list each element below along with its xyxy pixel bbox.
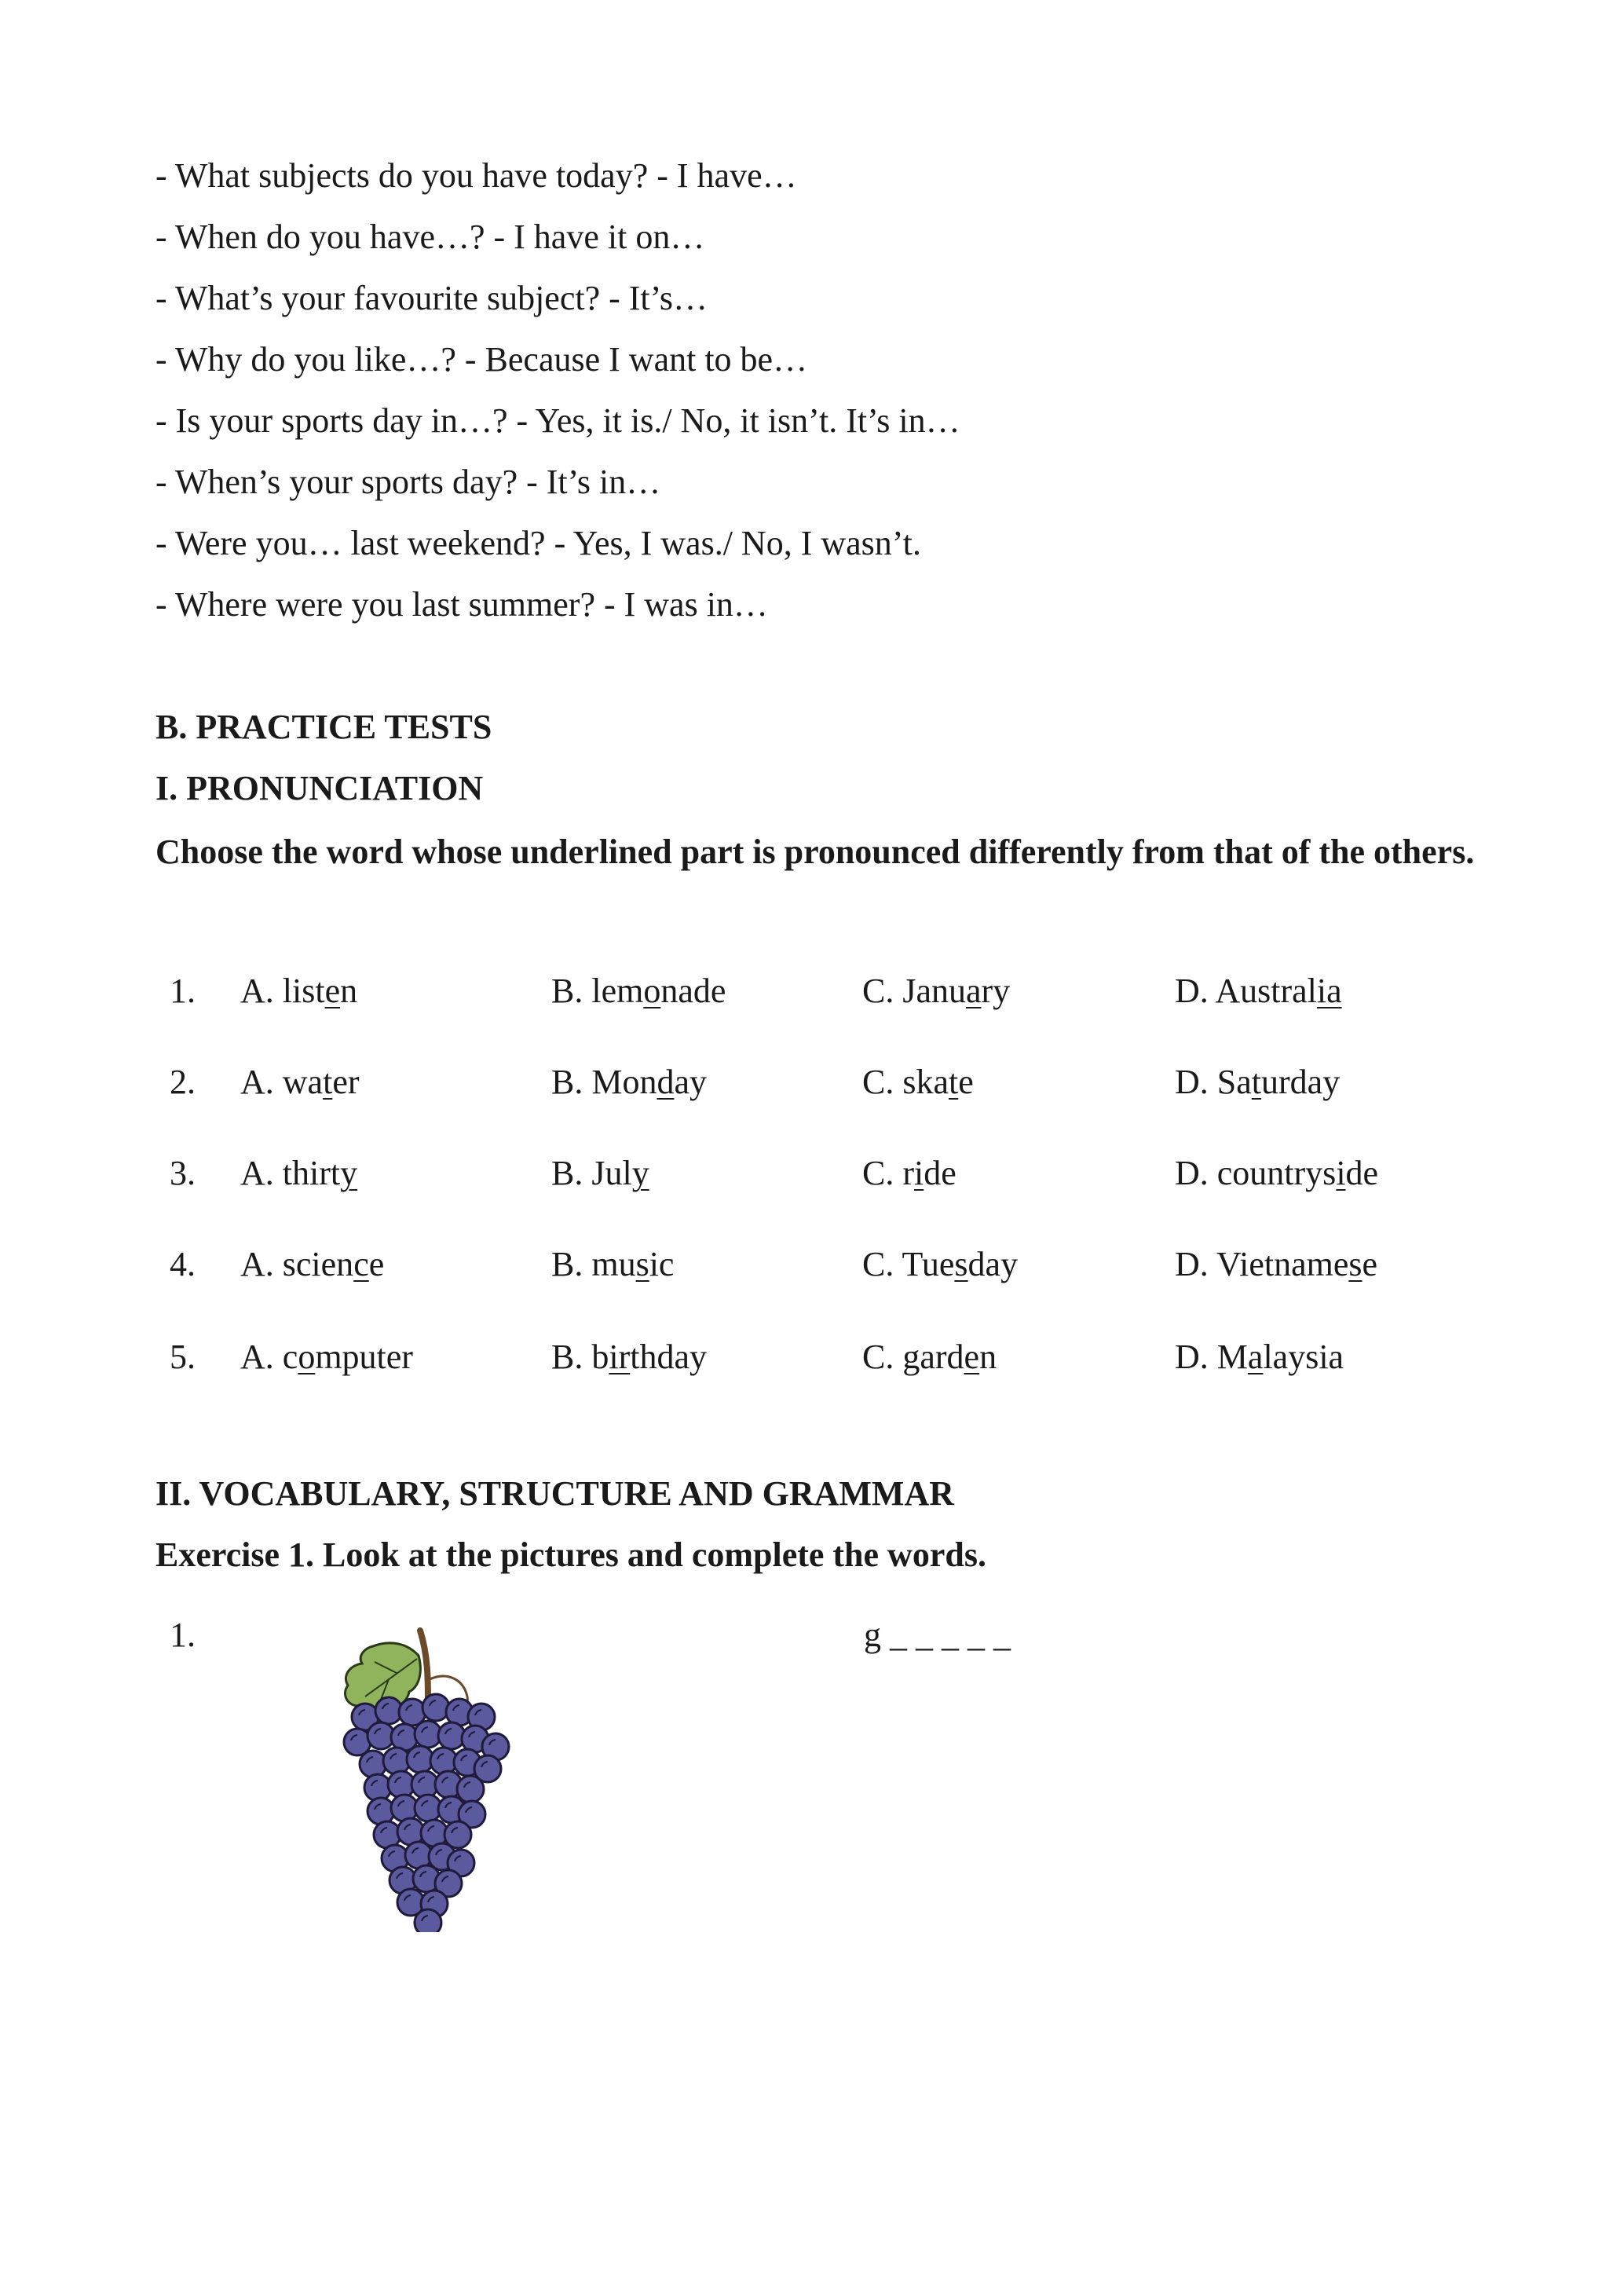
- pronunciation-question: [0, 1150, 1624, 1197]
- answer-option[interactable]: C. garden: [862, 1338, 997, 1376]
- grape-cluster: [344, 1694, 509, 1932]
- underlined-part: i: [914, 1154, 924, 1192]
- grape: [438, 1722, 465, 1749]
- question-number: 3.: [170, 1154, 196, 1192]
- underlined-part: o: [298, 1338, 316, 1376]
- pronunciation-question: [0, 1241, 1624, 1288]
- answer-option[interactable]: B. music: [551, 1245, 675, 1283]
- answer-option[interactable]: C. Tuesday: [862, 1245, 1019, 1283]
- answer-option[interactable]: B. lemonade: [551, 972, 726, 1010]
- underlined-part: a: [1247, 1338, 1264, 1376]
- underlined-part: ir: [609, 1338, 631, 1376]
- section-ii-heading: II. VOCABULARY, STRUCTURE AND GRAMMAR: [155, 1474, 955, 1513]
- answer-option[interactable]: A. computer: [240, 1338, 413, 1376]
- underlined-part: c: [353, 1245, 369, 1283]
- underlined-part: t: [949, 1063, 959, 1101]
- answer-option[interactable]: A. listen: [240, 972, 358, 1010]
- underlined-part: ia: [1316, 972, 1342, 1010]
- answer-option[interactable]: C. ride: [862, 1154, 956, 1192]
- exercise1-instruction: Exercise 1. Look at the pictures and complete the words.: [155, 1535, 986, 1574]
- underlined-part: s: [954, 1245, 968, 1283]
- grape: [415, 1909, 441, 1932]
- question-number: 2.: [170, 1063, 196, 1101]
- answer-option[interactable]: D. countryside: [1175, 1154, 1379, 1192]
- answer-option[interactable]: B. birthday: [551, 1338, 708, 1376]
- pronunciation-question: [0, 968, 1624, 1015]
- answer-option[interactable]: D. Australia: [1175, 972, 1342, 1010]
- exercise1-word-hint: g _ _ _ _ _: [864, 1616, 1011, 1654]
- underlined-part: y: [340, 1154, 358, 1192]
- underlined-part: s: [635, 1245, 649, 1283]
- underlined-part: d: [657, 1063, 675, 1101]
- answer-option[interactable]: D. Vietnamese: [1175, 1245, 1378, 1283]
- dialogue-line: - What subjects do you have today? - I have…: [155, 156, 797, 195]
- answer-option[interactable]: B. Monday: [551, 1063, 708, 1101]
- exercise1-item-number: 1.: [170, 1616, 196, 1654]
- answer-option[interactable]: A. science: [240, 1245, 385, 1283]
- dialogue-line: - What’s your favourite subject? - It’s…: [155, 279, 708, 317]
- answer-option[interactable]: C. skate: [862, 1063, 974, 1101]
- grape: [360, 1751, 386, 1777]
- dialogue-line: - Were you… last weekend? - Yes, I was./ No, I wasn’t.: [155, 524, 921, 562]
- section-b-heading: B. PRACTICE TESTS: [155, 708, 492, 746]
- dialogue-line: - Is your sports day in…? - Yes, it is./ No, it isn’t. It’s in…: [155, 401, 960, 440]
- dialogue-line: - When do you have…? - I have it on…: [155, 218, 705, 256]
- underlined-part: s: [1348, 1245, 1362, 1283]
- underlined-part: e: [324, 972, 341, 1010]
- pronunciation-heading: I. PRONUNCIATION: [155, 769, 484, 807]
- pronunciation-question: [0, 1334, 1624, 1381]
- underlined-part: t: [1251, 1063, 1262, 1101]
- grape: [457, 1776, 484, 1803]
- pronunciation-question: [0, 1059, 1624, 1106]
- answer-option[interactable]: D. Malaysia: [1175, 1338, 1344, 1376]
- underlined-part: t: [323, 1063, 333, 1101]
- underlined-part: a: [966, 972, 982, 1010]
- answer-option[interactable]: D. Saturday: [1175, 1063, 1341, 1101]
- answer-option[interactable]: C. January: [862, 972, 1011, 1010]
- question-number: 1.: [170, 972, 196, 1010]
- underlined-part: y: [631, 1154, 649, 1192]
- dialogue-line: - Why do you like…? - Because I want to be…: [155, 340, 808, 379]
- pronunciation-instruction: Choose the word whose underlined part is pronounced differently from that of the others.: [155, 833, 1475, 871]
- answer-option[interactable]: A. thirty: [240, 1154, 358, 1192]
- grape: [422, 1694, 449, 1721]
- grape: [368, 1798, 394, 1825]
- grape: [364, 1774, 391, 1801]
- underlined-part: e: [964, 1338, 980, 1376]
- grapes-illustration: [310, 1624, 522, 1932]
- answer-option[interactable]: A. water: [240, 1063, 360, 1101]
- underlined-part: o: [643, 972, 661, 1010]
- dialogue-line: - When’s your sports day? - It’s in…: [155, 463, 661, 501]
- question-number: 5.: [170, 1338, 196, 1376]
- underlined-part: i: [1336, 1154, 1346, 1192]
- dialogue-line: - Where were you last summer? - I was in…: [155, 585, 768, 624]
- question-number: 4.: [170, 1245, 196, 1283]
- answer-option[interactable]: B. July: [551, 1154, 649, 1192]
